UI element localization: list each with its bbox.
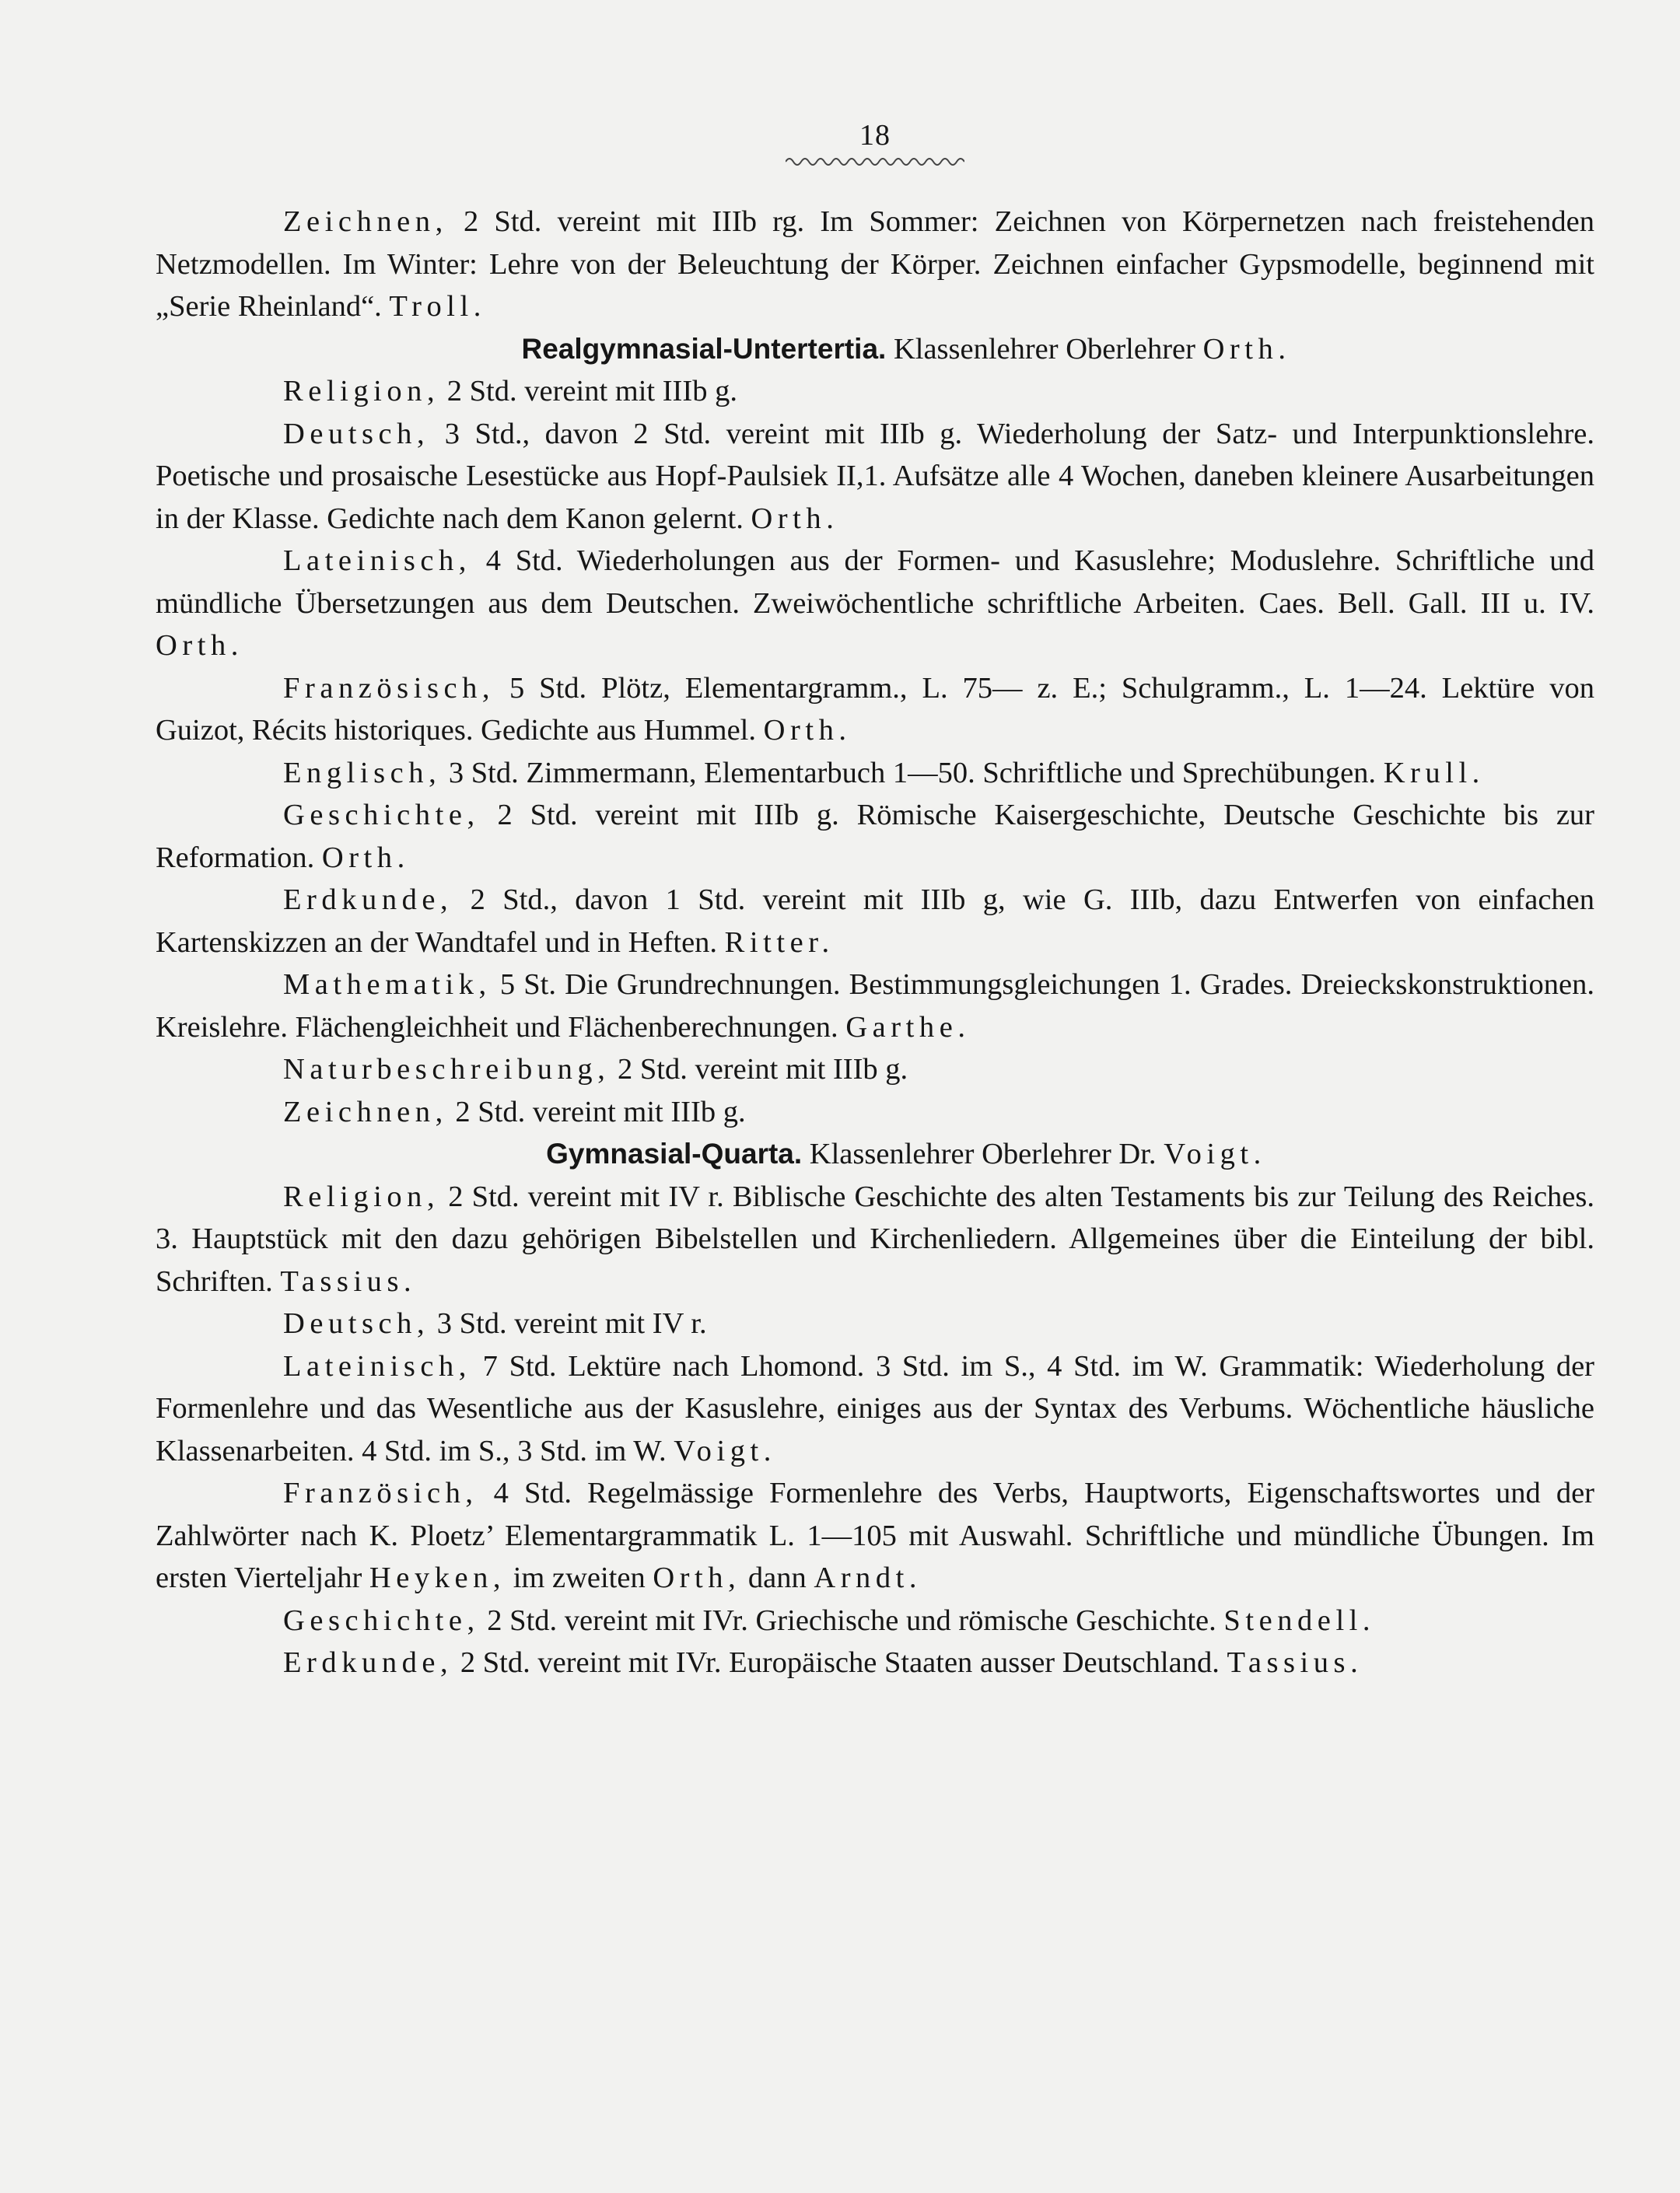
religion-untertertia (156, 370, 1594, 413)
text-run: 4 Std. Wiederholungen aus der Formen- und Kasuslehre; Moduslehre. Schriftliche und mündliche Übersetzungen aus dem Deutschen. Zweiwöchentliche schriftliche Arbeiten. Caes. Bell. Gall. III u. IV. (156, 544, 1594, 620)
erdkunde-quarta (156, 1642, 1594, 1684)
spaced-name: Troll. (389, 290, 486, 323)
text-run: 3 Std. vereint mit IV r. (429, 1307, 707, 1340)
deutsch-quarta (156, 1303, 1594, 1345)
spaced-name: Tassius. (1227, 1646, 1363, 1679)
text-run: Klassenlehrer Oberlehrer (886, 332, 1203, 366)
naturbeschreibung-untertertia (156, 1048, 1594, 1091)
spaced-name: Garthe. (845, 1010, 971, 1044)
spaced-name: Orth. (321, 841, 410, 874)
text-run: 2 Std. vereint mit IIIb g. Römische Kaisergeschichte, Deutsche Geschichte bis zur Reformation. (156, 799, 1594, 874)
text-run: 4 Std. Regelmässige Formenlehre des Verbs, Hauptworts, Eigenschaftswortes und der Zahlwörter nach K. Ploetz’ Elementargrammatik L. 1—105 mit Auswahl. Schriftliche und mündliche Übungen. Im ersten Vierteljahr (156, 1477, 1594, 1594)
mathematik-untertertia (156, 964, 1594, 1048)
text-run: 2 Std., davon 1 Std. vereint mit IIIb g, wie G. IIIb, dazu Entwerfen von einfachen Kartenskizzen an der Wandtafel und in Heften. (156, 883, 1594, 959)
text-run: dann (740, 1562, 814, 1594)
spaced-name: Stendell. (1223, 1604, 1376, 1637)
spaced-name: Deutsch, (283, 417, 430, 450)
text-run: 3 Std., davon 2 Std. vereint mit IIIb g. Wiederholung der Satz- und Interpunktionslehre. Poetische und prosaische Lesestücke aus Hopf-Paulsiek II,1. Aufsätze alle 4 Wochen, daneben kleinere Ausarbeitungen in der Klasse. Gedichte nach dem Kanon gelernt. (156, 417, 1594, 535)
text-run: 5 St. Die Grundrechnungen. Bestimmungsgleichungen 1. Grades. Dreieckskonstruktionen. Kreislehre. Flächengleichheit und Flächenberechnungen. (156, 968, 1594, 1044)
geschichte-untertertia (156, 794, 1594, 879)
spaced-name: Orth. (751, 502, 839, 535)
text-run: Klassenlehrer Oberlehrer Dr. (802, 1138, 1164, 1170)
text-run: 2 Std. vereint mit IVr. Griechische und römische Geschichte. (479, 1604, 1224, 1637)
zeichnen-untertertia (156, 1091, 1594, 1134)
text-run: 2 Std. vereint mit IV r. Biblische Geschichte des alten Testaments bis zur Teilung des Reiches. 3. Hauptstück mit den dazu gehörigen Bibelstellen und Kirchenliedern. Allgemeines über die Einteilung der bibl. Schriften. (156, 1180, 1594, 1298)
page-number: 18 (859, 119, 891, 152)
spaced-name: Heyken, (369, 1562, 506, 1594)
spaced-name: Arndt. (814, 1562, 922, 1594)
franzoesisch-untertertia (156, 667, 1594, 752)
text-run: 2 Std. vereint mit IIIb g. (439, 375, 737, 407)
spaced-name: Zeichnen, (283, 205, 448, 238)
zeichnen-realgym-quarta (156, 201, 1594, 328)
spaced-name: Orth, (653, 1562, 741, 1594)
spaced-name: Erdkunde, (283, 883, 453, 916)
englisch-untertertia (156, 752, 1594, 795)
section-title: Gymnasial-Quarta. (546, 1138, 803, 1170)
section-title: Realgymnasial-Untertertia. (521, 332, 887, 365)
spaced-name: Naturbeschreibung, (283, 1053, 611, 1086)
spaced-name: Orth. (763, 714, 852, 747)
spaced-name: Deutsch, (283, 1307, 430, 1340)
spaced-name: Mathematik, (283, 968, 492, 1001)
spaced-name: Französisch, (283, 671, 495, 705)
spaced-name: Geschichte, (283, 1604, 480, 1637)
text-run: 2 Std. vereint mit IIIb rg. Im Sommer: Zeichnen von Körpernetzen nach freistehenden Netzmodellen. Im Winter: Lehre von der Beleuchtung der Körper. Zeichnen einfacher Gypsmodelle, beginnend mit „Serie Rheinland“. (156, 205, 1594, 323)
heading-gymnasial-quarta (156, 1133, 1594, 1176)
geschichte-quarta (156, 1600, 1594, 1642)
spaced-name: Französich, (283, 1477, 478, 1509)
text-run: 3 Std. Zimmermann, Elementarbuch 1—50. Schriftliche und Sprechübungen. (441, 756, 1384, 789)
deutsch-untertertia (156, 413, 1594, 540)
spaced-name: Orth. (156, 629, 243, 662)
spaced-name: Voigt. (1164, 1138, 1266, 1170)
lateinisch-untertertia (156, 540, 1594, 667)
spaced-name: Englisch, (283, 756, 442, 789)
spaced-name: Zeichnen, (283, 1095, 448, 1128)
spaced-name: Krull. (1383, 756, 1485, 789)
text-run: 7 Std. Lektüre nach Lhomond. 3 Std. im S., 4 Std. im W. Grammatik: Wiederholung der Formenlehre und das Wesentliche aus der Kasuslehre, einiges aus der Syntax des Verbums. Wöchentliche häusliche Klassenarbeiten. 4 Std. im S., 3 Std. im W. (156, 1349, 1594, 1467)
spaced-name: Religion, (283, 375, 440, 407)
spaced-name: Geschichte, (283, 799, 480, 831)
spaced-name: Orth. (1202, 332, 1291, 366)
text-run: 2 Std. vereint mit IIIb g. (447, 1095, 746, 1128)
wavy-ornament-icon (786, 154, 964, 170)
spaced-name: Tassius. (280, 1264, 417, 1298)
text-run: 5 Std. Plötz, Elementargramm., L. 75— z. E.; Schulgramm., L. 1—24. Lektüre von Guizot, Récits historiques. Gedichte aus Hummel. (156, 671, 1594, 747)
spaced-name: Ritter. (724, 925, 835, 959)
franzoesisch-quarta (156, 1472, 1594, 1600)
document-body (156, 201, 1594, 1684)
text-run: im zweiten (506, 1562, 653, 1594)
erdkunde-untertertia (156, 879, 1594, 964)
text-run: 2 Std. vereint mit IVr. Europäische Staaten ausser Deutschland. (453, 1646, 1227, 1679)
spaced-name: Erdkunde, (283, 1646, 453, 1679)
spaced-name: Lateinisch, (283, 544, 471, 577)
spaced-name: Lateinisch, (283, 1349, 471, 1383)
lateinisch-quarta (156, 1345, 1594, 1473)
religion-quarta (156, 1176, 1594, 1303)
text-run: 2 Std. vereint mit IIIb g. (610, 1053, 908, 1086)
spaced-name: Religion, (283, 1180, 440, 1213)
heading-realgymnasial-untertertia (156, 328, 1594, 371)
spaced-name: Voigt. (674, 1434, 776, 1467)
